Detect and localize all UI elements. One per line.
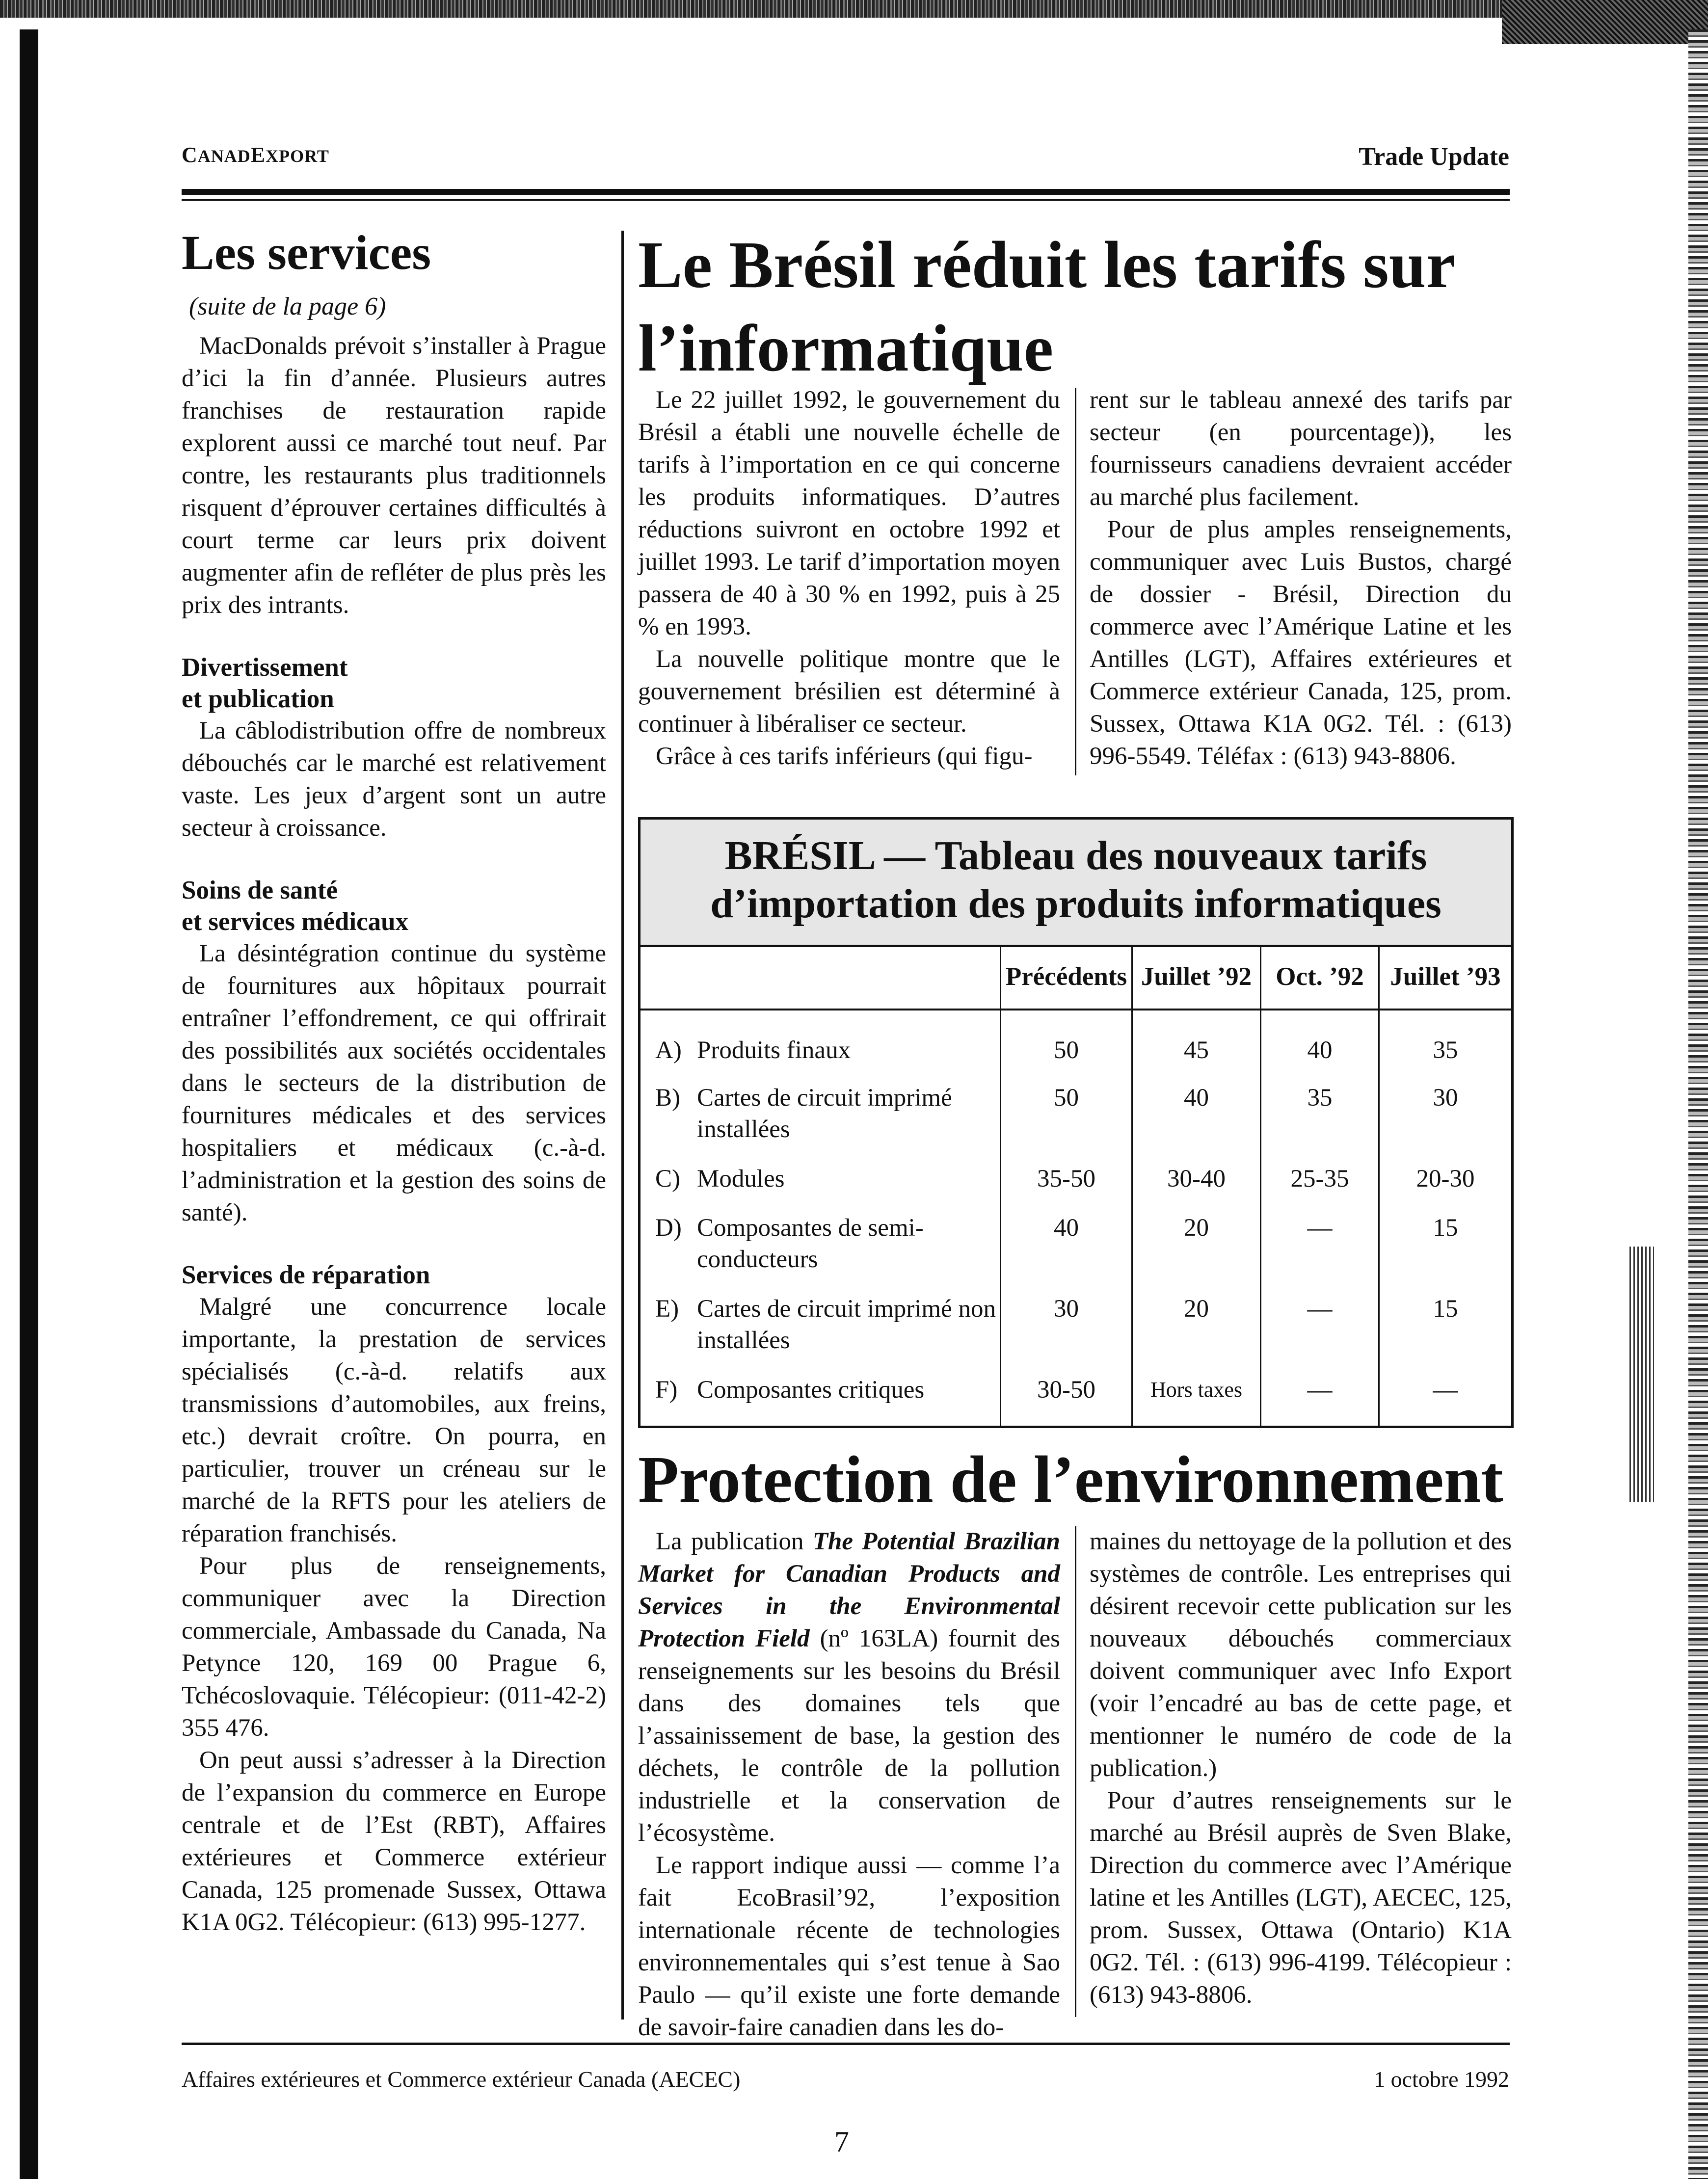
column-header: Oct. ’92 [1276,962,1364,991]
scan-edge-left [20,29,38,2179]
section-heading: Soins de santé et services médicaux [182,876,409,936]
brazil-paragraph: rent sur le tableau annexé des tarifs par secteur (en pourcentage)), les fournisseurs canadiens devraient accéder au marché plus facilement. [1090,386,1512,511]
table-title-rule [640,945,1511,947]
column-divider-env [1075,1526,1076,2017]
brazil-col1 [638,384,1060,772]
environment-paragraph: Pour d’autres renseignements sur le marché au Brésil auprès de Sven Blake, Direction du commerce avec l’Amérique latine et les Antilles (LGT), AECEC, 125, prom. Sussex, Ottawa (Ontario) K1A 0G2. Tél. : (613) 996-4199. Télécopieur : (613) 943-8806. [1090,1787,1512,2009]
section-tag: Trade Update [1359,143,1509,171]
services-intro: MacDonalds prévoit s’installer à Prague d’ici la fin d’année. Plusieurs autres franchises de restauration rapide explorent aussi ce marché tout neuf. Par contre, les restaurants plus traditionnels risquent d’éprouver certaines difficultés à court terme car leurs prix doivent augmenter afin de refléter de plus près les prix des intrants. [182,332,606,619]
scan-margin-marks [1629,1247,1654,1502]
section-paragraph: On peut aussi s’adresser à la Direction de l’expansion du commerce en Europe centrale et de l’Est (RBT), Affaires extérieures et Commerce extérieur Canada, 125 promenade Sussex, Ottawa K1A 0G2. Télécopieur: (613) 995-1277. [182,1747,606,1936]
column-divider-brazil [1075,388,1076,775]
footer-rule [182,2043,1510,2045]
scan-edge-top [0,0,1708,18]
masthead: CANADEXPORT [182,143,329,167]
column-header: Juillet ’93 [1390,962,1501,991]
header-rule-thin [182,199,1510,201]
section-paragraph: La câblodistribution offre de nombreux débouchés car le marché est relativement vaste. Les jeux d’argent sont un autre secteur à croissance. [182,717,606,842]
environment-title: Protection de l’environnement [638,1443,1503,1516]
environment-paragraph: La publication The Potential Brazilian Market for Canadian Products and Services in the Environmental Protection Field (nº 163LA) fournit des renseignements sur les besoins du Brésil dans des domaines tels que l’assainissement de base, la gestion des déchets, le contrôle de la pollution industrielle et la conservation de l’écosystème. [638,1528,1060,1847]
services-title: Les services [182,225,431,280]
environment-paragraph: maines du nettoyage de la pollution et des systèmes de contrôle. Les entreprises qui désirent recevoir cette publication sur les nouveaux débouchés commerciaux doivent communiquer avec Info Export (voir l’encadré au bas de cette page, et mentionner le numéro de code de la publication.) [1090,1528,1512,1782]
header-rule [182,189,1510,195]
environment-col1 [638,1525,1060,2044]
brazil-title: Le Brésil réduit les tarifs sur l’informatique [638,228,1455,385]
environment-col2 [1090,1525,1512,2011]
column-header: Précédents [1005,962,1127,991]
brazil-paragraph: La nouvelle politique montre que le gouvernement brésilien est déterminé à continuer à libéraliser ce secteur. [638,645,1060,738]
footer-date: 1 octobre 1992 [1374,2067,1509,2092]
section-paragraph: Pour plus de renseignements, communiquer avec la Direction commerciale, Ambassade du Canada, Na Petynce 120, 169 00 Prague 6, Tchécoslovaquie. Télécopieur: (011-42-2) 355 476. [182,1552,606,1742]
services-subtitle: (suite de la page 6) [189,292,386,320]
page-number: 7 [834,2126,849,2158]
brazil-paragraph: Grâce à ces tarifs inférieurs (qui figu- [656,743,1033,770]
column-divider [621,231,624,2020]
section-heading: Divertissement et publication [182,653,348,713]
scan-edge-corner [1502,0,1708,44]
publication-title: The Potential Brazilian Market for Canadian Products and Services in the Environmental Protection Field [638,1528,1060,1652]
column-header: Juillet ’92 [1141,962,1252,991]
footer-publisher: Affaires extérieures et Commerce extérieur Canada (AECEC) [182,2067,741,2092]
table-title: BRÉSIL — Tableau des nouveaux tarifs d’importation des produits informatiques [640,820,1511,945]
environment-paragraph: Le rapport indique aussi — comme l’a fait EcoBrasil’92, l’exposition internationale récente de technologies environnementales qui s’est tenue à Sao Paulo — qu’il existe une forte demande de savoir-faire canadien dans les do- [638,1852,1060,2041]
brazil-paragraph: Pour de plus amples renseignements, communiquer avec Luis Bustos, chargé de dossier - Brésil, Direction du commerce avec l’Amérique Latine et les Antilles (LGT), Affaires extérieures et Commerce extérieur Canada, 125, prom. Sussex, Ottawa K1A 0G2. Tél. : (613) 996-5549. Téléfax : (613) 943-8806. [1090,516,1512,770]
section-heading: Services de réparation [182,1261,430,1289]
tariff-table: BRÉSIL — Tableau des nouveaux tarifs d’importation des produits informatiques Précédents Juillet ’92 Oct. ’92 Juillet ’93 A) Produits finaux 50 45 40 35 B) Cartes de circuit imprimé installées 50 40 35 30 C) Modules 35-50 30-40 25-35 20-30 D) Composantes de semi-conducteurs 40 20 — 15 E) Cartes de circuit imprimé non installées 30 20 — 15 F) Composantes critiques 30-50 Hors taxes — — [638,817,1514,1428]
scan-edge-right [1688,29,1708,2179]
table-header-rule [640,1009,1511,1010]
section-paragraph: La désintégration continue du système de fournitures aux hôpitaux pourrait entraîner l’effondrement, ce qui offrirait des possibilités aux sociétés occidentales dans le secteurs de la distribution de fournitures médicales et des services hospitaliers et médicaux (c.-à-d. l’administration et la gestion des soins de santé). [182,940,606,1226]
section-paragraph: Malgré une concurrence locale importante, la prestation de services spécialisés (c.-à-d. relatifs aux transmissions d’automobiles, aux freins, etc.) devrait croître. On pourra, en particulier, trouver un créneau sur le marché de la RFTS pour les ateliers de réparation franchisés. [182,1293,606,1547]
brazil-col2 [1090,384,1512,772]
brazil-paragraph: Le 22 juillet 1992, le gouvernement du Brésil a établi une nouvelle échelle de tarifs à l’importation en ce qui concerne les produits informatiques. D’autres réductions suivront en octobre 1992 et juillet 1993. Le tarif d’importation moyen passera de 40 à 30 % en 1992, puis à 25 % en 1993. [638,386,1060,640]
services-body [182,330,606,1939]
